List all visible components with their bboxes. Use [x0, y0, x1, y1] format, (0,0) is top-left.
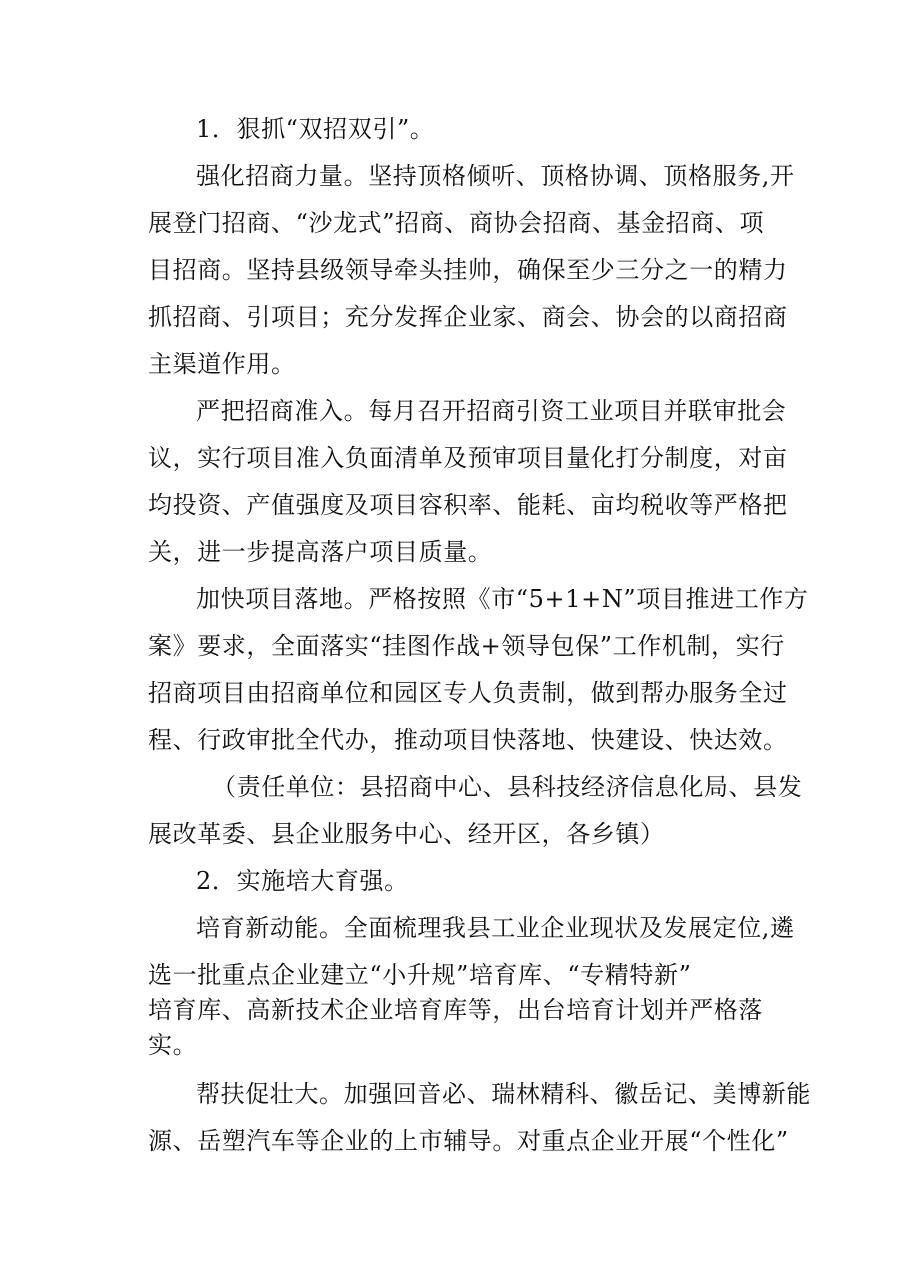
paragraph-line: 关，进一步提高落户项目质量。 — [148, 538, 493, 566]
heading-2: 2．实施培大育强。 — [196, 867, 409, 895]
paragraph-line: 严把招商准入。每月召开招商引资工业项目并联审批会 — [196, 397, 787, 425]
paragraph-line: 目招商。坚持县级领导牵头挂帅，确保至少三分之一的精力 — [148, 256, 788, 284]
paragraph-line: 选一批重点企业建立“小升规”培育库、“专精特新” — [148, 961, 692, 989]
paragraph-line: 招商项目由招商单位和园区专人负责制，做到帮办服务全过 — [148, 679, 788, 707]
responsibility-note: 展改革委、县企业服务中心、经开区，各乡镇） — [148, 820, 665, 848]
paragraph-line: 帮扶促壮大。加强回音必、瑞林精科、徽岳记、美博新能 — [196, 1080, 811, 1108]
paragraph-line: 展登门招商、“沙龙式”招商、商协会招商、基金招商、项 — [148, 209, 765, 237]
paragraph-line: 源、岳塑汽车等企业的上市辅导。对重点企业开展“个性化” — [148, 1127, 789, 1155]
paragraph-line: 均投资、产值强度及项目容积率、能耗、亩均税收等严格把 — [148, 491, 788, 519]
paragraph-line: 培育新动能。全面梳理我县工业企业现状及发展定位,遴 — [196, 914, 795, 942]
paragraph-line: 议，实行项目准入负面清单及预审项目量化打分制度，对亩 — [148, 444, 788, 472]
paragraph-line: 培育库、高新技术企业培育库等，出台培育计划并严格落 — [148, 996, 763, 1024]
paragraph-line: 程、行政审批全代办，推动项目快落地、快建设、快达效。 — [148, 726, 788, 754]
responsibility-note: （责任单位：县招商中心、县科技经济信息化局、县发 — [212, 773, 803, 801]
paragraph-line: 主渠道作用。 — [148, 350, 296, 378]
paragraph-line: 加快项目落地。严格按照《市“5+1+N”项目推进工作方 — [196, 585, 809, 613]
heading-1: 1．狠抓“双招双引”。 — [196, 115, 435, 143]
paragraph-line: 强化招商力量。坚持顶格倾听、顶格协调、顶格服务,开 — [196, 162, 795, 190]
paragraph-line: 实。 — [148, 1031, 198, 1059]
paragraph-line: 抓招商、引项目；充分发挥企业家、商会、协会的以商招商 — [148, 303, 788, 331]
paragraph-line: 案》要求，全面落实“挂图作战+领导包保”工作机制，实行 — [148, 632, 785, 660]
